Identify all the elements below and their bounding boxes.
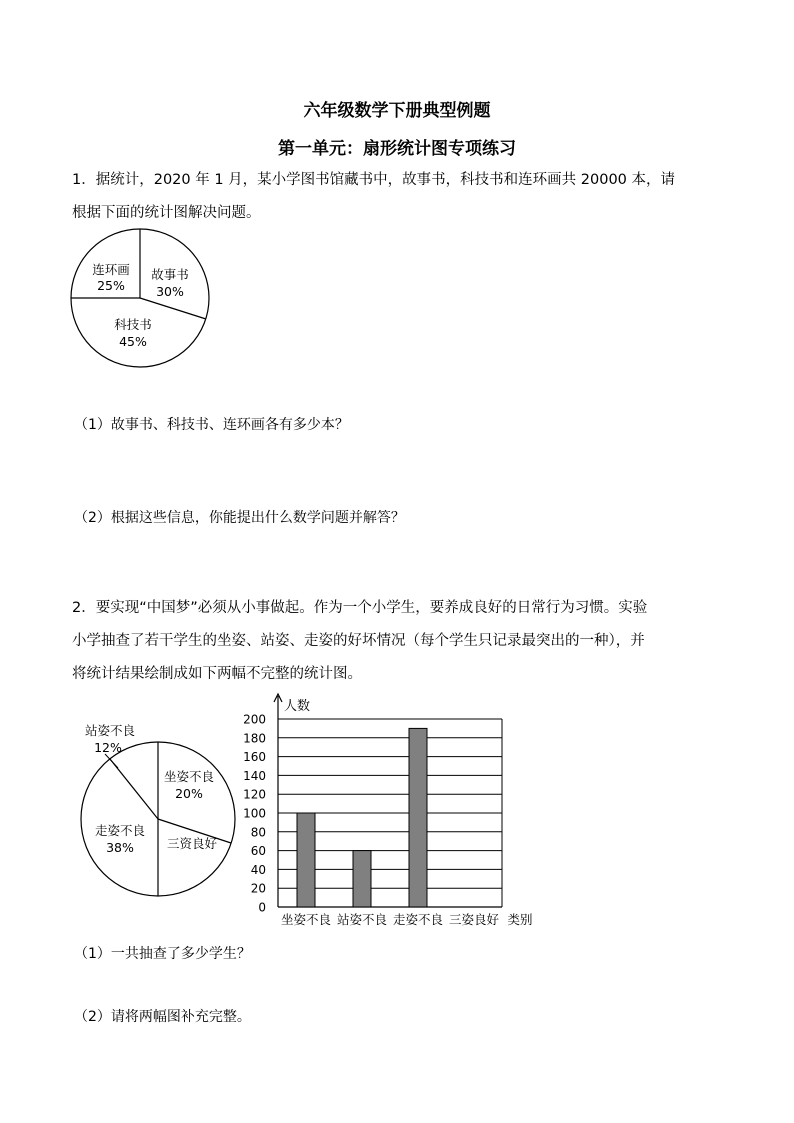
pie2-slice-pct-standing: 12% <box>94 740 122 755</box>
y-tick-label: 120 <box>243 787 266 802</box>
pie1-slice-label-story: 故事书 <box>151 267 189 282</box>
y-tick-label: 0 <box>258 900 266 915</box>
bar <box>353 851 371 907</box>
document-subtitle: 第一单元：扇形统计图专项练习 <box>278 139 516 159</box>
problem1-line1: 1．据统计，2020 年 1 月，某小学图书馆藏书中，故事书，科技书和连环画共 20000 本，请 <box>72 172 676 188</box>
pie1-slice-label-comic: 连环画 <box>92 262 130 277</box>
problem1-pie-chart <box>62 224 222 374</box>
x-axis-label: 类别 <box>507 912 533 927</box>
y-tick-label: 40 <box>250 862 266 877</box>
pie1-slice-pct-comic: 25% <box>97 278 125 293</box>
pie1-slice-label-science: 科技书 <box>114 317 152 332</box>
problem1-question2: （2）根据这些信息，你能提出什么数学问题并解答？ <box>74 510 405 526</box>
pie2-slice-pct-walking: 38% <box>106 840 134 855</box>
pie2-slice-pct-sitting: 20% <box>175 786 203 801</box>
pie2-slice-label-standing: 站姿不良 <box>84 723 136 738</box>
problem1-text <box>72 164 732 230</box>
problem2-pie-chart <box>70 718 246 902</box>
problem2-text <box>72 592 732 691</box>
pie1-slice-pct-story: 30% <box>156 284 184 299</box>
bar <box>297 813 315 907</box>
y-axis-label: 人数 <box>284 699 311 714</box>
y-tick-label: 60 <box>250 844 266 859</box>
problem2-bar-chart <box>238 690 550 930</box>
problem2-question2: （2）请将两幅图补充完整。 <box>74 1009 251 1025</box>
y-tick-label: 180 <box>243 731 266 746</box>
y-tick-label: 140 <box>243 768 266 783</box>
problem2-line1: 2．要实现“中国梦”必须从小事做起。作为一个小学生，要养成良好的日常行为习惯。实验 <box>72 600 648 616</box>
x-category-label: 走姿不良 <box>392 912 444 927</box>
y-tick-label: 100 <box>243 806 266 821</box>
y-tick-label: 160 <box>243 750 266 765</box>
x-category-label: 坐姿不良 <box>280 912 332 927</box>
problem2-question1: （1）一共抽查了多少学生？ <box>74 946 251 962</box>
pie2-slice-label-good: 三资良好 <box>166 836 218 851</box>
x-category-label: 站姿不良 <box>336 912 388 927</box>
document-title: 六年级数学下册典型例题 <box>303 101 491 121</box>
pie2-slice-label-sitting: 坐姿不良 <box>163 769 215 784</box>
pie2-slice-label-walking: 走姿不良 <box>94 823 146 838</box>
problem1-line2: 根据下面的统计图解决问题。 <box>72 205 261 221</box>
problem2-line3: 将统计结果绘制成如下两幅不完整的统计图。 <box>72 666 362 682</box>
x-category-label: 三姿良好 <box>448 912 500 927</box>
y-tick-label: 200 <box>243 712 266 727</box>
y-tick-label: 80 <box>250 825 266 840</box>
bar <box>409 728 427 907</box>
y-tick-label: 20 <box>250 881 266 896</box>
problem2-line2: 小学抽查了若干学生的坐姿、站姿、走姿的好坏情况（每个学生只记录最突出的一种），并 <box>72 633 645 649</box>
problem1-question1: （1）故事书、科技书、连环画各有多少本？ <box>74 417 349 433</box>
pie1-slice-pct-science: 45% <box>119 334 147 349</box>
